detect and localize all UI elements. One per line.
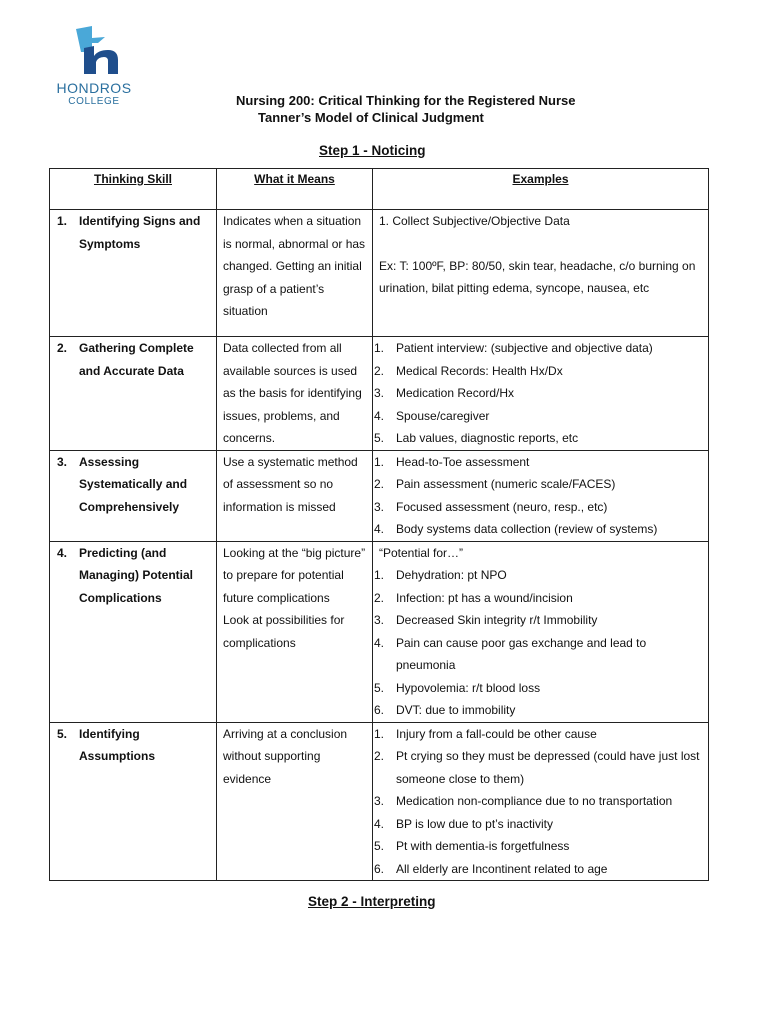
skill-name: Identifying Signs and Symptoms [79, 214, 201, 251]
meaning-text: Data collected from all available sources is used as the basis for identifying issues, problems, and concerns. [223, 341, 362, 445]
skill-name: Predicting (and Managing) Potential Complications [79, 545, 193, 605]
example-item: 1. Collect Subjective/Objective Data [379, 214, 570, 228]
example-item: 6. All elderly are Incontinent related to age [374, 861, 608, 876]
example-item: 5. Hypovolemia: r/t blood loss [374, 680, 541, 695]
example-item: 3. Medication Record/Hx [374, 386, 515, 400]
example-item: 2. Medical Records: Health Hx/Dx [374, 363, 563, 378]
skill-number: 1. [57, 214, 68, 228]
noticing-table [49, 168, 709, 881]
column-header-thinking-skill: Thinking Skill [50, 169, 217, 210]
example-item: 2. Pt crying so they must be depressed (could have just lost someone close to them) [374, 749, 700, 786]
skill-number: 2. [57, 341, 68, 355]
meaning-cell [217, 337, 373, 451]
examples-cell [373, 450, 709, 541]
meaning-cell [217, 210, 373, 337]
example-item: 2. Pain assessment (numeric scale/FACES) [374, 477, 616, 491]
example-intro: “Potential for…” [379, 545, 464, 560]
skill-number: 4. [57, 545, 68, 560]
example-item: 4. Spouse/caregiver [374, 408, 490, 423]
example-text: Ex: T: 100ºF, BP: 80/50, skin tear, headache, c/o burning on urination, bilat pitting edema, syncope, nausea, etc [379, 258, 696, 295]
table-row [50, 722, 709, 881]
skill-cell [50, 722, 217, 881]
skill-name: Assessing Systematically and Comprehensively [79, 454, 188, 514]
meaning-text: Indicates when a situation is normal, abnormal or has changed. Getting an initial grasp of a patient’s situation [223, 214, 366, 318]
example-item: 5. Pt with dementia-is forgetfulness [374, 839, 570, 853]
example-item: 4. Pain can cause poor gas exchange and lead to pneumonia [374, 635, 647, 672]
hondros-college-logo [52, 26, 142, 111]
examples-cell [373, 210, 709, 337]
meaning-cell [217, 722, 373, 881]
document-title: Nursing 200: Critical Thinking for the Registered Nurse [236, 93, 576, 108]
step-1-heading: Step 1 - Noticing [319, 143, 426, 158]
skill-cell [50, 541, 217, 722]
table-row [50, 337, 709, 451]
table-row [50, 541, 709, 722]
example-item: 1. Injury from a fall-could be other cause [374, 726, 597, 741]
example-item: 1. Patient interview: (subjective and objective data) [374, 341, 653, 355]
example-item: 3. Medication non-compliance due to no transportation [374, 794, 673, 808]
meaning-text-secondary: Look at possibilities for complications [223, 613, 345, 650]
skill-number: 3. [57, 454, 68, 469]
meaning-cell [217, 541, 373, 722]
skill-cell [50, 450, 217, 541]
meaning-text: Looking at the “big picture” to prepare for potential future complications [223, 545, 366, 605]
logo-name: HONDROS [56, 80, 132, 96]
skill-cell [50, 210, 217, 337]
table-row [50, 210, 709, 337]
table-row [50, 450, 709, 541]
document-subtitle: Tanner’s Model of Clinical Judgment [258, 110, 484, 125]
meaning-text: Arriving at a conclusion without supporting evidence [223, 726, 348, 786]
examples-cell [373, 337, 709, 451]
example-item: 4. BP is low due to pt’s inactivity [374, 816, 553, 831]
logo-subtitle: COLLEGE [68, 96, 120, 107]
hondros-logo-mark-icon [68, 26, 128, 76]
skill-name: Identifying Assumptions [79, 726, 156, 763]
example-item: 5. Lab values, diagnostic reports, etc [374, 431, 579, 445]
example-item: 3. Decreased Skin integrity r/t Immobility [374, 613, 598, 627]
example-item: 2. Infection: pt has a wound/incision [374, 590, 573, 605]
example-item: 1. Head-to-Toe assessment [374, 454, 530, 469]
example-item: 6. DVT: due to immobility [374, 703, 516, 717]
step-2-heading: Step 2 - Interpreting [308, 894, 436, 909]
table-header-row [50, 169, 709, 210]
meaning-text: Use a systematic method of assessment so no information is missed [223, 454, 358, 514]
example-item: 3. Focused assessment (neuro, resp., etc) [374, 499, 608, 514]
example-item: 1. Dehydration: pt NPO [374, 568, 507, 582]
skill-cell [50, 337, 217, 451]
column-header-examples: Examples [373, 169, 709, 210]
meaning-cell [217, 450, 373, 541]
examples-cell [373, 541, 709, 722]
examples-cell [373, 722, 709, 881]
skill-number: 5. [57, 726, 68, 741]
skill-name: Gathering Complete and Accurate Data [79, 341, 194, 378]
example-item: 4. Body systems data collection (review of systems) [374, 522, 658, 536]
column-header-what-it-means: What it Means [217, 169, 373, 210]
